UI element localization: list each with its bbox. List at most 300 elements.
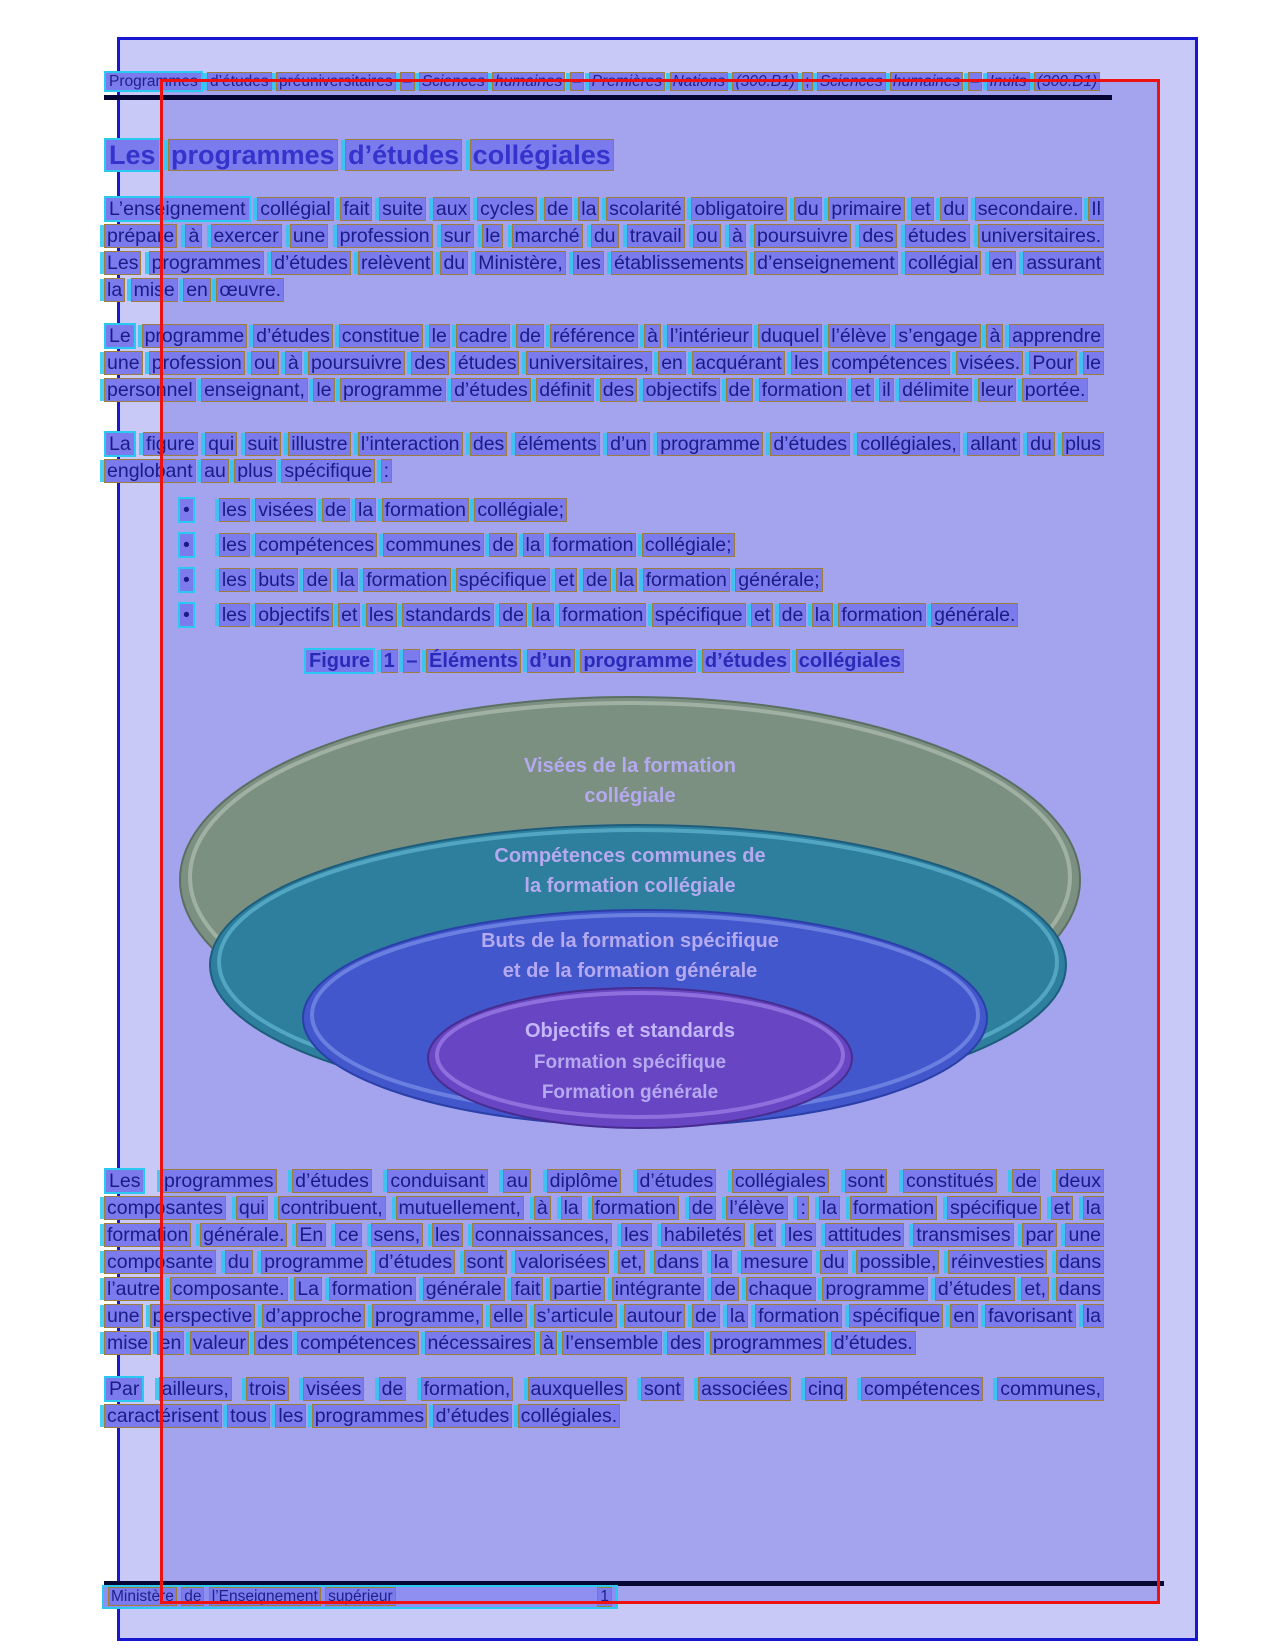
word-highlight: composante. [170,1277,288,1301]
word-highlight: L’enseignement [104,196,251,222]
word-highlight: compétences [861,1377,983,1401]
word-highlight: en [183,278,211,302]
word-highlight: contribuent, [278,1196,386,1220]
word-highlight: (300.D1) [1034,72,1100,91]
word-highlight: favorisant [985,1304,1076,1328]
paragraph-5 [104,1376,1104,1430]
word-highlight: Nations [670,72,729,91]
ring-label-line: Visées de la formation [524,755,736,777]
word-highlight: universitaires. [978,224,1104,248]
word-highlight: l’élève [828,324,889,348]
word-highlight: marché [512,224,583,248]
word-highlight: caractérisent [104,1404,222,1428]
bullet-item [104,567,1104,594]
word-highlight: la [1083,1196,1104,1220]
word-highlight: le [429,324,450,348]
word-highlight: – [403,649,420,673]
word-highlight: Ministère, [475,251,566,275]
word-highlight: générale. [931,603,1018,627]
word-highlight: partie [550,1277,605,1301]
word-highlight: d’approche [262,1304,365,1328]
word-highlight: constitue [339,324,423,348]
word-highlight: ou [251,351,279,375]
word-highlight: buts [255,568,298,592]
word-highlight: générale; [735,568,822,592]
word-highlight: de [583,568,611,592]
word-highlight: du [1027,432,1055,456]
word-highlight: les [219,603,250,627]
word-highlight: attitudes [825,1223,905,1247]
word-highlight: elle [490,1304,526,1328]
word-highlight: de [379,1377,407,1401]
word-highlight: mise [104,1331,151,1355]
word-highlight: prépare [104,224,177,248]
word-highlight: personnel [104,378,196,402]
word-highlight: des [859,224,896,248]
word-highlight: sur [441,224,474,248]
word-highlight: Le [104,323,136,349]
page-number: 1 [597,1587,612,1607]
word-highlight: spécifique [456,568,550,592]
word-highlight: de [322,498,350,522]
word-highlight: programmes [168,139,338,171]
word-highlight: La [104,431,136,457]
word-highlight: compétences [297,1331,419,1355]
word-highlight: travail [627,224,685,248]
word-highlight: du [440,251,468,275]
word-highlight: la [812,603,833,627]
word-highlight: études [455,351,520,375]
word-highlight: les [219,568,250,592]
word-highlight: supérieur [325,1587,396,1606]
word-highlight: définit [536,378,594,402]
word-highlight: la [711,1250,732,1274]
word-highlight: Sciences [419,72,488,91]
word-highlight: collégiales [470,139,614,171]
word-highlight: fait [511,1277,543,1301]
word-highlight: Les [104,1168,145,1194]
word-highlight: assurant [1023,251,1104,275]
word-highlight: études [905,224,970,248]
word-highlight: la [337,568,358,592]
word-highlight: formation [104,1223,191,1247]
bullet-text [219,568,823,592]
word-highlight: et [751,603,773,627]
word-highlight: de [692,1304,720,1328]
word-highlight: d’études [253,324,333,348]
word-highlight: les [366,603,397,627]
word-highlight: englobant [104,459,196,483]
header-rule [104,95,1112,100]
word-highlight: programmes [710,1331,825,1355]
ring-label-formation-specifique: Formation spécifique [533,1052,727,1073]
word-highlight: le [313,378,334,402]
word-highlight: plus [1062,432,1104,456]
word-highlight: d’études [292,1169,372,1193]
word-highlight: d’études [375,1250,455,1274]
word-highlight: enseignant, [201,378,308,402]
ring-label-line: la formation collégiale [524,875,736,897]
word-highlight: poursuivre [754,224,851,248]
word-highlight: plus [234,459,276,483]
word-highlight: suite [379,197,426,221]
word-highlight: tous [227,1404,270,1428]
word-highlight: par [1022,1223,1056,1247]
word-highlight: formation, [421,1377,514,1401]
word-highlight: trois [246,1377,289,1401]
word-highlight: cycles [477,197,537,221]
word-highlight: diplôme [547,1169,621,1193]
word-highlight: valorisées [515,1250,609,1274]
word-highlight: spécifique [947,1196,1041,1220]
word-highlight: Pour [1029,351,1076,375]
word-highlight: le [482,224,503,248]
word-highlight: : [381,459,392,483]
word-highlight: des [411,351,448,375]
word-highlight: dans [1056,1277,1104,1301]
word-highlight: l’Enseignement [209,1587,321,1606]
word-highlight: Les [104,138,161,172]
word-highlight: perspective [150,1304,256,1328]
word-highlight: la [561,1196,582,1220]
word-highlight: sont [641,1377,684,1401]
word-highlight: les [219,533,250,557]
bullet-item [104,532,1104,559]
word-highlight: acquérant [692,351,785,375]
word-highlight: d’études [637,1169,717,1193]
word-highlight: collégiales [732,1169,829,1193]
word-highlight: chaque [746,1277,816,1301]
word-highlight: la [819,1196,840,1220]
word-highlight: du [940,197,968,221]
word-highlight: En [296,1223,326,1247]
word-highlight: – [570,72,585,91]
word-highlight: de [689,1196,717,1220]
word-highlight: et [754,1223,776,1247]
word-highlight: collégial [257,197,333,221]
word-highlight: connaissances, [472,1223,612,1247]
word-highlight: figure [143,432,198,456]
word-highlight: la [104,278,125,302]
word-highlight: à [729,224,746,248]
word-highlight: programmes [149,251,264,275]
word-highlight: profession [337,224,433,248]
word-highlight: l’élève [726,1196,787,1220]
ring-label-line: collégiale [584,785,676,807]
word-highlight: les [791,351,822,375]
word-highlight: Premières [589,72,666,91]
word-highlight: la [727,1304,748,1328]
ring-label-line: Compétences communes de [494,845,766,867]
word-highlight: sens, [371,1223,424,1247]
word-highlight: des [667,1331,704,1355]
word-highlight: programmes [312,1404,427,1428]
word-highlight: et [851,378,873,402]
word-highlight: formation [329,1277,416,1301]
word-highlight: formation [363,568,450,592]
word-highlight: portée. [1022,378,1089,402]
word-highlight: formation [643,568,730,592]
word-highlight: les [785,1223,816,1247]
bullet-icon: • [178,532,195,558]
bullet-icon: • [178,567,195,593]
word-highlight: secondaire. [975,197,1082,221]
word-highlight: une [104,351,143,375]
word-highlight: formation [838,603,925,627]
word-highlight: qui [205,432,237,456]
paragraph-2 [104,323,1104,404]
ring-label-buts [180,926,1080,986]
page-title [104,138,1104,172]
paragraph-1 [104,196,1104,304]
word-highlight: le [1083,351,1104,375]
word-highlight: les [275,1404,306,1428]
word-highlight: en [157,1331,185,1355]
word-highlight: d’études [207,72,272,91]
word-highlight: au [201,459,229,483]
word-highlight: mise [131,278,178,302]
word-highlight: constitués [903,1169,997,1193]
word-highlight: éléments [515,432,600,456]
word-highlight: collégiale; [642,533,735,557]
word-highlight: d’études [770,432,850,456]
word-highlight: d’un [607,432,650,456]
word-highlight: valeur [190,1331,249,1355]
word-highlight: objectifs [643,378,721,402]
word-highlight: spécifique [281,459,375,483]
ring-label-competences [180,841,1080,901]
word-highlight: visées [255,498,316,522]
word-highlight: suit [245,432,281,456]
word-highlight: visées [303,1377,364,1401]
word-highlight: profession [149,351,245,375]
word-highlight: ; [802,72,812,91]
word-highlight: en [989,251,1017,275]
word-highlight: compétences [255,533,377,557]
word-highlight: dans [1056,1250,1104,1274]
word-highlight: compétences [828,351,950,375]
word-highlight: des [470,432,507,456]
word-highlight: cadre [456,324,511,348]
word-highlight: primaire [828,197,904,221]
word-highlight: d’études. [831,1331,916,1355]
word-highlight: leur [978,378,1017,402]
word-highlight: une [1065,1223,1104,1247]
word-highlight: formation [382,498,469,522]
word-highlight: d’études [935,1277,1015,1301]
word-highlight: 1 [381,649,398,673]
word-highlight: l’interaction [358,432,463,456]
word-highlight: formation [759,378,846,402]
word-highlight: à [644,324,661,348]
word-highlight: des [600,378,637,402]
word-highlight: d’études [433,1404,513,1428]
word-highlight: associées [698,1377,791,1401]
word-highlight: les [621,1223,652,1247]
word-highlight: auxquelles [528,1377,627,1401]
word-highlight: programme [142,324,248,348]
word-highlight: à [285,351,302,375]
word-highlight: de [303,568,331,592]
word-highlight: réinvesties [948,1250,1047,1274]
word-highlight: composantes [104,1196,226,1220]
word-highlight: allant [967,432,1020,456]
ring-label-line: et de la formation générale [502,960,758,982]
word-highlight: les [573,251,604,275]
word-highlight: de [544,197,572,221]
word-highlight: de [516,324,544,348]
word-highlight: collégiale; [474,498,567,522]
bullet-icon: • [178,602,195,628]
word-highlight: de [181,1587,204,1606]
word-highlight: Figure [304,648,375,674]
word-highlight: spécifique [849,1304,943,1328]
word-highlight: d’études [702,649,790,673]
word-highlight: spécifique [652,603,746,627]
word-highlight: l’intérieur [667,324,752,348]
word-highlight: sont [845,1169,888,1193]
word-highlight: communes, [997,1377,1104,1401]
word-highlight: programme [261,1250,367,1274]
word-highlight: à [185,224,202,248]
word-highlight: humaines [492,72,565,91]
word-highlight: formation [850,1196,937,1220]
word-highlight: ailleurs, [159,1377,232,1401]
word-highlight: transmises [913,1223,1013,1247]
word-highlight: en [658,351,686,375]
word-highlight: s’articule [534,1304,617,1328]
word-highlight: et [1051,1196,1073,1220]
word-highlight: – [400,72,415,91]
word-highlight: la [532,603,553,627]
word-highlight: duquel [758,324,823,348]
word-highlight: intégrante [612,1277,705,1301]
bullet-item [104,497,1104,524]
word-highlight: la [578,197,599,221]
word-highlight: visées. [956,351,1023,375]
word-highlight: la [616,568,637,592]
word-highlight: Les [104,251,141,275]
word-highlight: programme, [372,1304,483,1328]
word-highlight: mutuellement, [396,1196,524,1220]
word-highlight: sont [464,1250,507,1274]
word-highlight: à [534,1196,551,1220]
word-highlight: humaines [890,72,963,91]
word-highlight: de [726,378,754,402]
word-highlight: poursuivre [308,351,405,375]
figure-caption [104,648,1104,675]
word-highlight: standards [402,603,494,627]
word-highlight: d’études [451,378,531,402]
word-highlight: de [489,533,517,557]
bullet-item [104,602,1104,629]
word-highlight: à [540,1331,557,1355]
word-highlight: composante [104,1250,216,1274]
word-highlight: nécessaires [425,1331,535,1355]
word-highlight: formation [592,1196,679,1220]
word-highlight: qui [236,1196,268,1220]
word-highlight: programme [580,649,696,673]
word-highlight: de [711,1277,739,1301]
ring-label-line: Buts de la formation spécifique [481,930,779,952]
word-highlight: programme [822,1277,928,1301]
word-highlight: de [499,603,527,627]
word-highlight: du [225,1250,253,1274]
word-highlight: collégiales [796,649,904,673]
word-highlight: d’études [345,139,462,171]
word-highlight: l’autre [104,1277,163,1301]
word-highlight: d’un [527,649,575,673]
word-highlight: les [219,498,250,522]
word-highlight: universitaires, [526,351,652,375]
ring-label-objectifs: Objectifs et standards [524,1020,736,1042]
word-highlight: programmes [161,1169,276,1193]
word-highlight: dans [654,1250,702,1274]
word-highlight: et [555,568,577,592]
word-highlight: mesure [741,1250,812,1274]
word-highlight: formation [549,533,636,557]
footer-text [108,1588,396,1606]
word-highlight: d’études [271,251,351,275]
word-highlight: générale [423,1277,505,1301]
word-highlight: Sciences [817,72,886,91]
word-highlight: collégial [905,251,981,275]
word-highlight: habiletés [661,1223,745,1247]
word-highlight: relèvent [358,251,433,275]
page-footer [102,1585,618,1609]
word-highlight: l’ensemble [562,1331,661,1355]
word-highlight: programme [657,432,763,456]
bullet-list [104,497,1104,637]
word-highlight: à [986,324,1003,348]
word-highlight: (300.B1) [732,72,797,91]
word-highlight: ou [693,224,721,248]
word-highlight: objectifs [255,603,333,627]
word-highlight: autour [624,1304,685,1328]
bullet-text [219,533,735,557]
word-highlight: : [797,1196,808,1220]
word-highlight: œuvre. [216,278,284,302]
word-highlight: La [294,1277,322,1301]
word-highlight: – [968,72,983,91]
bullet-text [219,603,1019,627]
word-highlight: la [355,498,376,522]
word-highlight: il [879,378,894,402]
word-highlight: une [290,224,329,248]
bullet-text [219,498,567,522]
paragraph-4 [104,1168,1104,1357]
word-highlight: ce [335,1223,362,1247]
word-highlight: la [523,533,544,557]
word-highlight: formation [559,603,646,627]
word-highlight: collégiales, [857,432,959,456]
word-highlight: Éléments [426,649,521,673]
word-highlight: référence [550,324,638,348]
word-highlight: du [591,224,619,248]
word-highlight: Par [104,1376,144,1402]
word-highlight: une [104,1304,143,1328]
word-highlight: la [1083,1304,1104,1328]
word-highlight: les [432,1223,463,1247]
ring-label-formation-generale: Formation générale [541,1082,719,1103]
word-highlight: et [338,603,360,627]
word-highlight: établissements [611,251,747,275]
word-highlight: générale. [200,1223,287,1247]
word-highlight: s’engage [895,324,980,348]
word-highlight: obligatoire [691,197,787,221]
word-highlight: des [254,1331,291,1355]
word-highlight: Inuits [987,72,1030,91]
